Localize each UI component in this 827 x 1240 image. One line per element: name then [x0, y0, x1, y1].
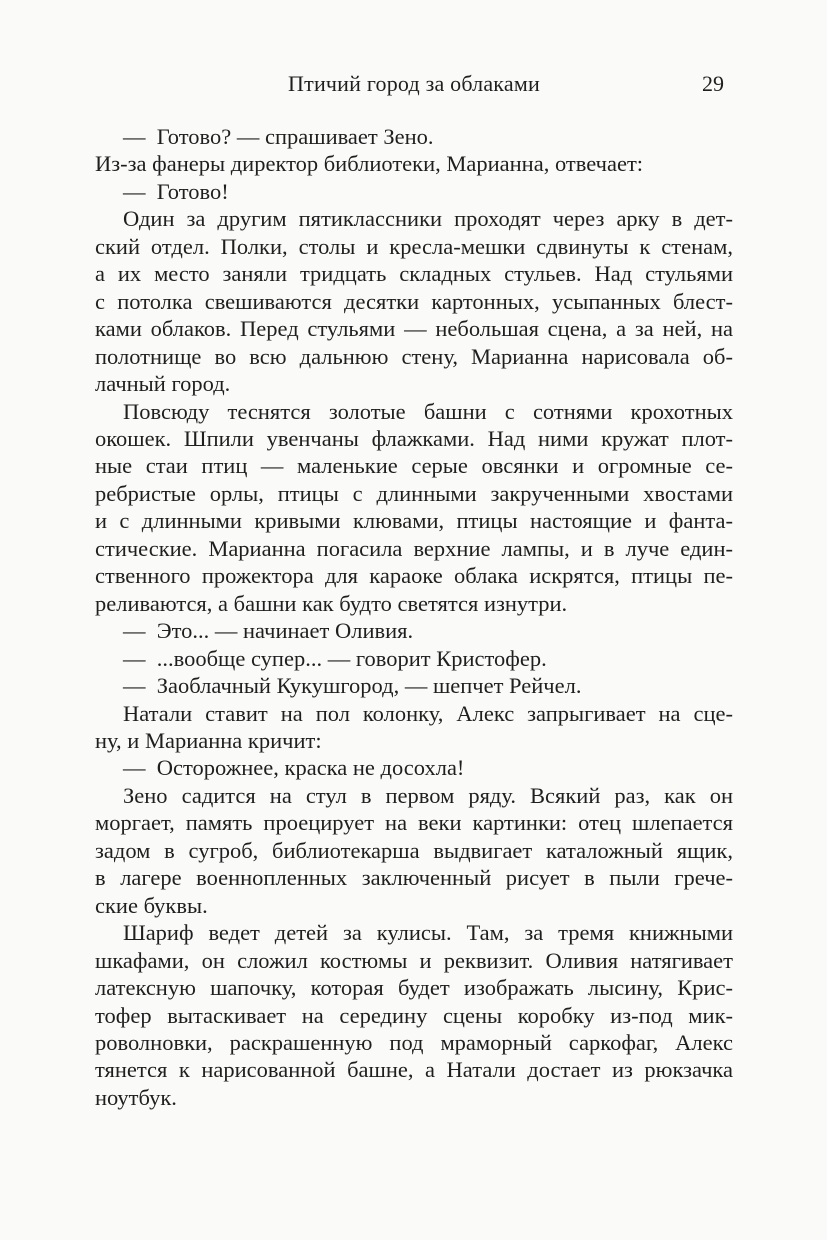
- text-line: лачный город.: [95, 371, 231, 397]
- paragraph: [95, 150, 733, 177]
- text-line: Зено садится на стул в первом ряду. Всякий раз, как он: [123, 782, 733, 808]
- text-line: Шариф ведет детей за кулисы. Там, за тремя книжными: [123, 920, 733, 946]
- text-line: латексную шапочку, которая будет изображать лысину, Крис-: [95, 975, 733, 1001]
- text-line: — Заоблачный Кукушгород, — шепчет Рейчел.: [123, 673, 582, 699]
- text-line: роволновки, раскрашенную под мраморный саркофаг, Алекс: [95, 1029, 733, 1055]
- text-line: Из-за фанеры директор библиотеки, Марианна, отвечает:: [95, 151, 644, 177]
- text-line: полотнище во всю дальнюю стену, Марианна нарисовала об-: [95, 343, 733, 369]
- text-line: ский отдел. Полки, столы и кресла-мешки сдвинуты к стенам,: [95, 233, 733, 259]
- text-line: ками облаков. Перед стульями — небольшая сцена, а за ней, на: [95, 316, 733, 342]
- text-line: — Это... — начинает Оливия.: [123, 618, 414, 644]
- text-line: задом в сугроб, библиотекарша выдвигает каталожный ящик,: [95, 837, 733, 863]
- running-header: [95, 71, 733, 99]
- text-line: с потолка свешиваются десятки картонных, усыпанных блест-: [95, 288, 733, 314]
- text-line: тофер вытаскивает на середину сцены коробку из-под мик-: [95, 1002, 733, 1028]
- paragraph: [95, 617, 733, 644]
- paragraph: [95, 398, 733, 618]
- paragraph: [95, 754, 733, 781]
- paragraph: [95, 123, 733, 150]
- text-line: и с длинными кривыми клювами, птицы настоящие и фанта-: [95, 508, 733, 534]
- text-line: ребристые орлы, птицы с длинными закрученными хвостами: [95, 480, 733, 506]
- paragraph: [95, 205, 733, 397]
- text-line: моргает, память проецирует на веки картинки: отец шлепается: [95, 810, 733, 836]
- running-title: Птичий город за облаками: [288, 71, 540, 96]
- text-line: ские буквы.: [95, 892, 208, 918]
- text-line: Натали ставит на пол колонку, Алекс запрыгивает на сце-: [123, 700, 733, 726]
- text-line: ну, и Марианна кричит:: [95, 727, 322, 753]
- text-line: стические. Марианна погасила верхние лампы, и в луче един-: [95, 535, 733, 561]
- paragraph: [95, 700, 733, 755]
- text-line: а их место заняли тридцать складных стульев. Над стульями: [95, 261, 733, 287]
- text-line: Повсюду теснятся золотые башни с сотнями крохотных: [123, 398, 733, 424]
- paragraph: [95, 782, 733, 919]
- text-line: ноутбук.: [95, 1084, 177, 1110]
- text-line: Один за другим пятиклассники проходят через арку в дет-: [123, 206, 733, 232]
- text-line: — Осторожнее, краска не досохла!: [123, 755, 465, 781]
- text-line: реливаются, а башни как будто светятся изнутри.: [95, 590, 568, 616]
- paragraph: [95, 919, 733, 1111]
- body-text: [95, 123, 733, 1111]
- text-line: тянется к нарисованной башне, а Натали достает из рюкзачка: [95, 1057, 733, 1083]
- text-line: ные стаи птиц — маленькие серые овсянки и огромные се-: [95, 453, 733, 479]
- text-line: окошек. Шпили увенчаны флажками. Над ними кружат плот-: [95, 425, 733, 451]
- text-line: — Готово!: [123, 178, 229, 204]
- paragraph: [95, 645, 733, 672]
- page-number: 29: [702, 71, 724, 96]
- text-line: — ...вообще супер... — говорит Кристофер.: [123, 645, 547, 671]
- text-line: ственного прожектора для караоке облака искрятся, птицы пе-: [95, 563, 733, 589]
- paragraph: [95, 672, 733, 699]
- paragraph: [95, 178, 733, 205]
- text-line: шкафами, он сложил костюмы и реквизит. Оливия натягивает: [95, 947, 733, 973]
- text-line: — Готово? — спрашивает Зено.: [123, 124, 434, 149]
- text-line: в лагере военнопленных заключенный рисует в пыли грече-: [95, 865, 733, 891]
